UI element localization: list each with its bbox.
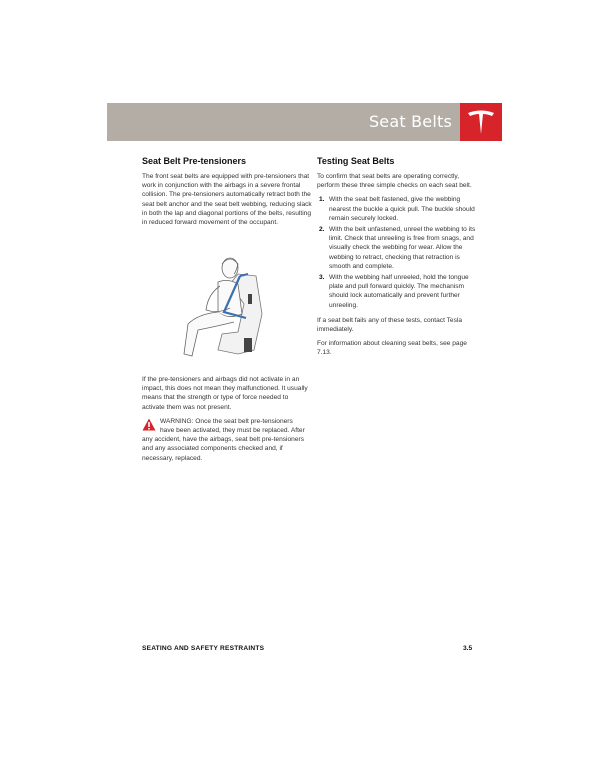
warning-block: [142, 417, 308, 463]
page-title: Seat Belts: [368, 112, 452, 131]
seat-belt-illustration: [178, 254, 278, 364]
section-heading-testing: Testing Seat Belts: [317, 156, 395, 166]
pretensioners-paragraph: The front seat belts are equipped with pre-tensioners that work in conjunction with the airbags in a severe frontal collision. The pre-tensioners automatically retract both the seat belt anchor and the seat belt webbing, reducing slack in both the lap and diagonal portions of the belts, resulting in reduced forward movement of the occupant.: [142, 173, 312, 227]
right-column: [317, 156, 477, 363]
pretensioners-note: If the pre-tensioners and airbags did not activate in an impact, this does not mean they malfunctioned. It usually means that the strength or type of force needed to activate them was not present.: [142, 376, 308, 411]
cleaning-note: For information about cleaning seat belts, see page 7.13.: [317, 340, 467, 357]
section-heading-pretensioners: Seat Belt Pre-tensioners: [142, 156, 247, 166]
testing-steps-list: [317, 195, 477, 309]
warning-text: WARNING: Once the seat belt pre-tensioners have been activated, they must be replaced. After any accident, have the airbags, seat belt pre-tensioners and any associated components checked and, if necessary, replaced.: [142, 417, 305, 462]
fail-note: If a seat belt fails any of these tests, contact Tesla immediately.: [317, 316, 463, 334]
tesla-logo-icon: [465, 106, 497, 138]
warning-triangle-icon: [142, 418, 156, 431]
testing-intro: To confirm that seat belts are operating correctly, perform these three simple checks on each seat belt.: [317, 173, 472, 190]
left-bottom-block: [142, 375, 308, 468]
logo-box: [460, 103, 502, 141]
list-item: 2. With the belt unfastened, unreel the webbing to its limit. Check that unreeling is free from snags, and visually check the webbing for wear. Allow the webbing to retract, checking that retraction is smooth and complete.: [319, 226, 476, 270]
page-number: 3.5: [463, 645, 473, 652]
left-column: [142, 156, 312, 232]
header-band: [107, 103, 460, 141]
list-item: 3. With the webbing half unreeled, hold the tongue plate and pull forward quickly. The mechanism should lock automatically and prevent further unreeling.: [319, 274, 469, 309]
footer-section: SEATING AND SAFETY RESTRAINTS: [142, 645, 265, 652]
list-item: 1. With the seat belt fastened, give the webbing nearest the buckle a quick pull. The buckle should remain securely locked.: [319, 196, 475, 222]
